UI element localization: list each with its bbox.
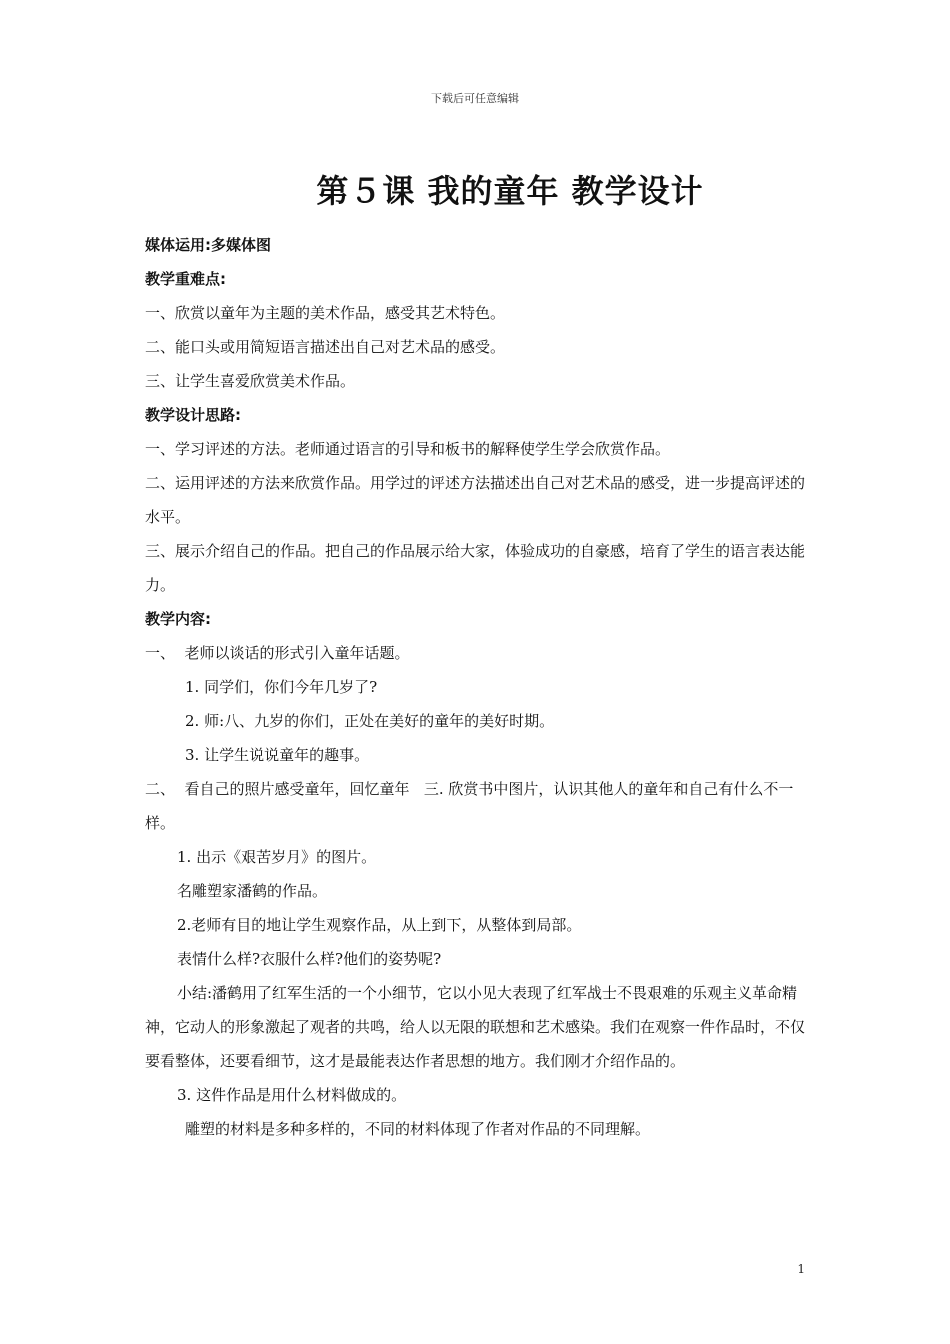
document-body xyxy=(145,228,810,1146)
key-point-item: 一、欣赏以童年为主题的美术作品，感受其艺术特色。 xyxy=(145,304,506,322)
content-heading: 教学内容: xyxy=(145,610,211,628)
content-step-3-note: 雕塑的材料是多种多样的，不同的材料体现了作者对作品的不同理解。 xyxy=(185,1120,651,1138)
content-step-1-note: 名雕塑家潘鹤的作品。 xyxy=(177,882,328,900)
content-step-3: 3. 这件作品是用什么材料做成的。 xyxy=(177,1086,407,1104)
content-step-2: 2.老师有目的地让学生观察作品，从上到下，从整体到局部。 xyxy=(177,916,582,934)
content-section-1-item: 3. 让学生说说童年的趣事。 xyxy=(185,746,370,764)
page-title: 第５课 我的童年 教学设计 xyxy=(316,172,704,210)
design-item: 二、运用评述的方法来欣赏作品。用学过的评述方法描述出自己对艺术品的感受，进一步提高评述的水平。 xyxy=(145,474,806,526)
media-line: 媒体运用:多媒体图 xyxy=(145,236,271,254)
content-step-2-note: 表情什么样?衣服什么样?他们的姿势呢? xyxy=(177,950,442,968)
content-section-1: 一、 老师以谈话的形式引入童年话题。 xyxy=(145,644,410,662)
design-item: 三、展示介绍自己的作品。把自己的作品展示给大家，体验成功的自豪感，培育了学生的语言表达能力。 xyxy=(145,542,806,594)
key-point-item: 三、让学生喜爱欣赏美术作品。 xyxy=(145,372,356,390)
content-section-2: 二、 看自己的照片感受童年，回忆童年 三. 欣赏书中图片，认识其他人的童年和自己有什么不一样。 xyxy=(145,780,794,832)
content-summary: 小结:潘鹤用了红军生活的一个小细节，它以小见大表现了红军战士不畏艰难的乐观主义革命精神，它动人的形象激起了观者的共鸣，给人以无限的联想和艺术感染。我们在观察一件作品时，不仅要看整体，还要看细节，这才是最能表达作者思想的地方。我们刚才介绍作品的。 xyxy=(145,984,806,1070)
key-point-item: 二、能口头或用简短语言描述出自己对艺术品的感受。 xyxy=(145,338,506,356)
design-heading: 教学设计思路: xyxy=(145,406,241,424)
content-section-1-item: 1. 同学们，你们今年几岁了? xyxy=(185,678,378,696)
content-section-1-item: 2. 师:八、九岁的你们，正处在美好的童年的美好时期。 xyxy=(185,712,555,730)
design-item: 一、学习评述的方法。老师通过语言的引导和板书的解释使学生学会欣赏作品。 xyxy=(145,440,671,458)
content-step-1: 1. 出示《艰苦岁月》的图片。 xyxy=(177,848,377,866)
key-points-heading: 教学重难点: xyxy=(145,270,226,288)
page-header: 下载后可任意编辑 xyxy=(431,92,519,105)
page-number: 1 xyxy=(797,1262,805,1276)
